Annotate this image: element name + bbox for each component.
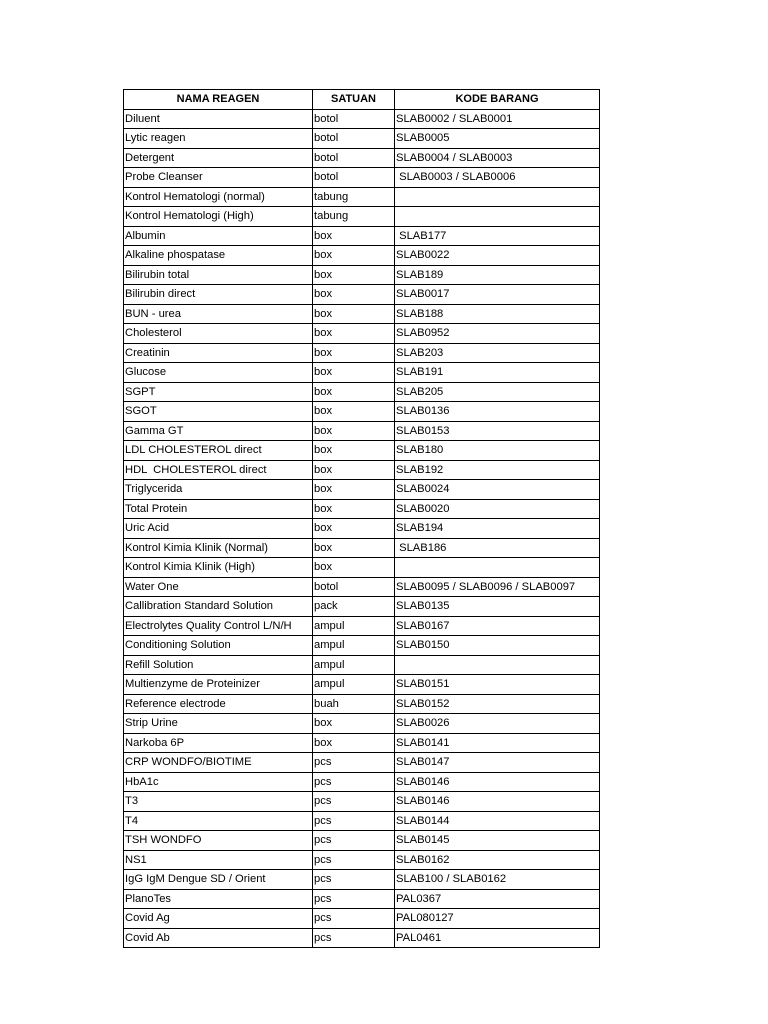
table-row [124, 285, 600, 305]
cell-nama-reagen: Cholesterol [124, 324, 313, 344]
cell-kode-barang [395, 655, 600, 675]
cell-satuan: box [313, 538, 395, 558]
table-row [124, 870, 600, 890]
cell-kode-barang: SLAB0151 [395, 675, 600, 695]
table-body [124, 109, 600, 948]
cell-nama-reagen: PlanoTes [124, 889, 313, 909]
header-satuan: SATUAN [313, 90, 395, 110]
table-row [124, 772, 600, 792]
cell-satuan: botol [313, 148, 395, 168]
cell-satuan: tabung [313, 207, 395, 227]
cell-satuan: pcs [313, 889, 395, 909]
cell-kode-barang: SLAB188 [395, 304, 600, 324]
cell-nama-reagen: BUN - urea [124, 304, 313, 324]
cell-kode-barang: SLAB180 [395, 441, 600, 461]
cell-satuan: box [313, 363, 395, 383]
cell-satuan: box [313, 343, 395, 363]
cell-nama-reagen: Bilirubin direct [124, 285, 313, 305]
cell-nama-reagen: Reference electrode [124, 694, 313, 714]
table-row [124, 597, 600, 617]
table-row [124, 402, 600, 422]
table-row [124, 499, 600, 519]
cell-kode-barang: SLAB177 [395, 226, 600, 246]
header-nama-reagen: NAMA REAGEN [124, 90, 313, 110]
reagent-table [123, 89, 600, 948]
table-row [124, 889, 600, 909]
cell-kode-barang: PAL0367 [395, 889, 600, 909]
cell-satuan: botol [313, 577, 395, 597]
table-row [124, 207, 600, 227]
cell-nama-reagen: Conditioning Solution [124, 636, 313, 656]
cell-kode-barang: SLAB191 [395, 363, 600, 383]
cell-nama-reagen: Glucose [124, 363, 313, 383]
cell-kode-barang: SLAB205 [395, 382, 600, 402]
cell-satuan: box [313, 285, 395, 305]
header-kode-barang: KODE BARANG [395, 90, 600, 110]
cell-kode-barang: SLAB0153 [395, 421, 600, 441]
cell-kode-barang: SLAB0135 [395, 597, 600, 617]
reagent-sheet [123, 89, 599, 948]
cell-satuan: box [313, 714, 395, 734]
cell-satuan: ampul [313, 636, 395, 656]
cell-kode-barang: SLAB0952 [395, 324, 600, 344]
cell-nama-reagen: Narkoba 6P [124, 733, 313, 753]
cell-satuan: botol [313, 109, 395, 129]
cell-nama-reagen: HDL CHOLESTEROL direct [124, 460, 313, 480]
cell-nama-reagen: Strip Urine [124, 714, 313, 734]
cell-kode-barang: SLAB0004 / SLAB0003 [395, 148, 600, 168]
table-row [124, 226, 600, 246]
cell-satuan: pcs [313, 772, 395, 792]
cell-nama-reagen: T3 [124, 792, 313, 812]
cell-satuan: box [313, 421, 395, 441]
cell-satuan: buah [313, 694, 395, 714]
table-row [124, 831, 600, 851]
cell-nama-reagen: NS1 [124, 850, 313, 870]
cell-nama-reagen: Lytic reagen [124, 129, 313, 149]
table-row [124, 148, 600, 168]
cell-nama-reagen: Kontrol Kimia Klinik (Normal) [124, 538, 313, 558]
cell-satuan: box [313, 558, 395, 578]
table-row [124, 694, 600, 714]
cell-kode-barang: SLAB194 [395, 519, 600, 539]
table-row [124, 168, 600, 188]
cell-nama-reagen: Uric Acid [124, 519, 313, 539]
cell-nama-reagen: Electrolytes Quality Control L/N/H [124, 616, 313, 636]
table-row [124, 811, 600, 831]
cell-satuan: pcs [313, 811, 395, 831]
cell-satuan: botol [313, 168, 395, 188]
table-row [124, 265, 600, 285]
cell-kode-barang: SLAB0147 [395, 753, 600, 773]
cell-kode-barang: SLAB0024 [395, 480, 600, 500]
cell-nama-reagen: Diluent [124, 109, 313, 129]
cell-nama-reagen: Kontrol Kimia Klinik (High) [124, 558, 313, 578]
cell-satuan: ampul [313, 655, 395, 675]
cell-nama-reagen: Covid Ab [124, 928, 313, 948]
table-row [124, 363, 600, 383]
cell-kode-barang: SLAB0162 [395, 850, 600, 870]
cell-kode-barang: SLAB189 [395, 265, 600, 285]
cell-nama-reagen: Kontrol Hematologi (High) [124, 207, 313, 227]
cell-kode-barang: SLAB100 / SLAB0162 [395, 870, 600, 890]
cell-nama-reagen: LDL CHOLESTEROL direct [124, 441, 313, 461]
cell-satuan: box [313, 733, 395, 753]
cell-kode-barang: SLAB0150 [395, 636, 600, 656]
cell-kode-barang: SLAB0005 [395, 129, 600, 149]
cell-kode-barang: PAL0461 [395, 928, 600, 948]
cell-kode-barang [395, 207, 600, 227]
cell-satuan: box [313, 226, 395, 246]
cell-kode-barang: SLAB0146 [395, 772, 600, 792]
table-row [124, 421, 600, 441]
cell-kode-barang: SLAB0003 / SLAB0006 [395, 168, 600, 188]
cell-satuan: box [313, 265, 395, 285]
table-row [124, 324, 600, 344]
table-row [124, 733, 600, 753]
cell-kode-barang: SLAB0020 [395, 499, 600, 519]
cell-satuan: pcs [313, 792, 395, 812]
cell-satuan: box [313, 402, 395, 422]
cell-nama-reagen: Kontrol Hematologi (normal) [124, 187, 313, 207]
table-row [124, 714, 600, 734]
cell-nama-reagen: Alkaline phospatase [124, 246, 313, 266]
cell-kode-barang [395, 187, 600, 207]
table-row [124, 460, 600, 480]
cell-nama-reagen: Triglycerida [124, 480, 313, 500]
cell-satuan: pcs [313, 831, 395, 851]
cell-satuan: botol [313, 129, 395, 149]
cell-nama-reagen: Gamma GT [124, 421, 313, 441]
cell-kode-barang: SLAB0145 [395, 831, 600, 851]
cell-satuan: box [313, 460, 395, 480]
cell-nama-reagen: Callibration Standard Solution [124, 597, 313, 617]
cell-nama-reagen: Total Protein [124, 499, 313, 519]
cell-kode-barang: SLAB186 [395, 538, 600, 558]
table-row [124, 129, 600, 149]
cell-nama-reagen: Detergent [124, 148, 313, 168]
cell-nama-reagen: CRP WONDFO/BIOTIME [124, 753, 313, 773]
table-row [124, 558, 600, 578]
table-row [124, 441, 600, 461]
cell-nama-reagen: TSH WONDFO [124, 831, 313, 851]
table-row [124, 343, 600, 363]
cell-kode-barang: SLAB0152 [395, 694, 600, 714]
table-row [124, 909, 600, 929]
table-row [124, 928, 600, 948]
table-row [124, 109, 600, 129]
cell-nama-reagen: Bilirubin total [124, 265, 313, 285]
cell-satuan: box [313, 304, 395, 324]
cell-satuan: box [313, 499, 395, 519]
cell-kode-barang: SLAB0017 [395, 285, 600, 305]
cell-kode-barang: PAL080127 [395, 909, 600, 929]
cell-satuan: pack [313, 597, 395, 617]
cell-satuan: box [313, 382, 395, 402]
table-row [124, 304, 600, 324]
cell-nama-reagen: Covid Ag [124, 909, 313, 929]
table-row [124, 480, 600, 500]
table-row [124, 382, 600, 402]
cell-satuan: pcs [313, 928, 395, 948]
cell-satuan: ampul [313, 675, 395, 695]
cell-kode-barang: SLAB0095 / SLAB0096 / SLAB0097 [395, 577, 600, 597]
table-row [124, 577, 600, 597]
cell-satuan: box [313, 324, 395, 344]
cell-kode-barang: SLAB0146 [395, 792, 600, 812]
cell-nama-reagen: IgG IgM Dengue SD / Orient [124, 870, 313, 890]
table-row [124, 636, 600, 656]
cell-kode-barang: SLAB0026 [395, 714, 600, 734]
table-row [124, 753, 600, 773]
cell-satuan: box [313, 519, 395, 539]
cell-nama-reagen: SGPT [124, 382, 313, 402]
cell-nama-reagen: HbA1c [124, 772, 313, 792]
cell-nama-reagen: Refill Solution [124, 655, 313, 675]
cell-kode-barang: SLAB0002 / SLAB0001 [395, 109, 600, 129]
cell-satuan: box [313, 441, 395, 461]
cell-satuan: ampul [313, 616, 395, 636]
cell-kode-barang: SLAB192 [395, 460, 600, 480]
table-row [124, 792, 600, 812]
table-row [124, 187, 600, 207]
cell-kode-barang [395, 558, 600, 578]
cell-satuan: box [313, 480, 395, 500]
cell-satuan: pcs [313, 753, 395, 773]
table-row [124, 675, 600, 695]
cell-kode-barang: SLAB0167 [395, 616, 600, 636]
cell-nama-reagen: Probe Cleanser [124, 168, 313, 188]
cell-kode-barang: SLAB0141 [395, 733, 600, 753]
cell-satuan: pcs [313, 850, 395, 870]
table-row [124, 246, 600, 266]
cell-nama-reagen: T4 [124, 811, 313, 831]
cell-kode-barang: SLAB0136 [395, 402, 600, 422]
cell-satuan: pcs [313, 870, 395, 890]
table-row [124, 655, 600, 675]
cell-satuan: pcs [313, 909, 395, 929]
cell-kode-barang: SLAB0022 [395, 246, 600, 266]
table-row [124, 519, 600, 539]
table-row [124, 616, 600, 636]
cell-nama-reagen: SGOT [124, 402, 313, 422]
table-row [124, 538, 600, 558]
table-header-row [124, 90, 600, 110]
cell-nama-reagen: Creatinin [124, 343, 313, 363]
cell-nama-reagen: Water One [124, 577, 313, 597]
cell-nama-reagen: Multienzyme de Proteinizer [124, 675, 313, 695]
cell-nama-reagen: Albumin [124, 226, 313, 246]
table-row [124, 850, 600, 870]
cell-kode-barang: SLAB203 [395, 343, 600, 363]
cell-satuan: tabung [313, 187, 395, 207]
cell-satuan: box [313, 246, 395, 266]
cell-kode-barang: SLAB0144 [395, 811, 600, 831]
